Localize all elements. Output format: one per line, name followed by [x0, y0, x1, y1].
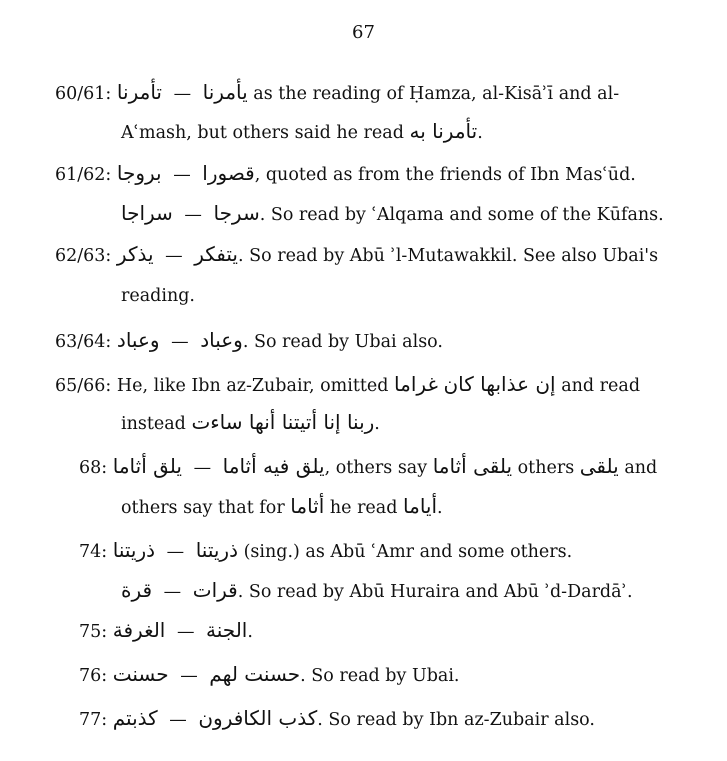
entry-76-line-1 — [79, 660, 460, 690]
entry-65-66-line-1 — [55, 370, 640, 400]
commentary-text: . So read by Ibn az-Zubair also. — [317, 710, 595, 730]
dash: — — [163, 582, 182, 602]
verse-number: 76: — [79, 666, 108, 686]
arabic-reading: يتفكر — [194, 242, 238, 266]
commentary-text: . So read by Abū ʾl-Mutawakkil. See also Ubai's — [238, 246, 659, 266]
commentary-text: , others say — [324, 458, 428, 478]
dash: — — [173, 165, 191, 185]
arabic-reading: يلقى — [579, 454, 619, 478]
commentary-text: Aʿmash, but others said he read — [121, 123, 404, 143]
verse-number: 75: — [79, 622, 108, 642]
arabic-reading: حسنت — [112, 662, 169, 686]
arabic-reading: ذريتنا — [112, 538, 156, 562]
commentary-text: he read — [329, 498, 398, 518]
dash: — — [171, 332, 189, 352]
arabic-reading: سرجا — [213, 201, 260, 225]
verse-number: 74: — [79, 542, 108, 562]
commentary-text: and read — [561, 376, 641, 396]
arabic-reading: إن عذابها كان — [443, 372, 556, 396]
dash: — — [176, 622, 195, 642]
arabic-reading: الغرفة — [112, 618, 166, 642]
arabic-reading: غراما — [394, 372, 438, 396]
arabic-reading: يلق أثاما — [112, 454, 182, 478]
arabic-reading: قرات — [192, 578, 238, 602]
dash: — — [180, 666, 198, 686]
dash: — — [165, 246, 183, 266]
dash: — — [166, 542, 185, 562]
entry-68-line-2 — [121, 492, 443, 522]
dash: — — [173, 84, 192, 104]
arabic-reading: ذريتنا — [195, 538, 238, 562]
commentary-text: (sing.) as Abū ʿAmr and some others. — [243, 542, 573, 562]
entry-63-64-line-1 — [55, 326, 443, 356]
arabic-reading: تأمرنا — [116, 80, 162, 104]
arabic-reading: وعباد — [116, 328, 160, 352]
arabic-reading: يلق فيه أثاما — [222, 454, 325, 478]
commentary-text: others say that for — [121, 498, 285, 518]
entry-60-61-line-1 — [55, 78, 619, 108]
entry-65-66-line-2 — [121, 408, 380, 438]
entry-62-63-line-1 — [55, 240, 658, 270]
commentary-text: , quoted as from the friends of Ibn Masʿūd. — [254, 165, 636, 185]
page-number: 67 — [352, 22, 375, 43]
entry-60-61-line-2 — [121, 117, 483, 147]
arabic-reading: أياما — [403, 494, 438, 518]
arabic-reading: قصورا — [202, 161, 255, 185]
entry-74-line-1 — [79, 536, 572, 566]
verse-number: 68: — [79, 458, 108, 478]
verse-number: 62/63: — [55, 246, 112, 266]
arabic-reading: كذب الكافرون — [198, 706, 318, 730]
verse-number: 65/66: — [55, 376, 112, 396]
arabic-reading: كذبتم — [112, 706, 158, 730]
arabic-reading: يذكر — [116, 242, 154, 266]
entry-77-line-1 — [79, 704, 595, 734]
commentary-text: . So read by Abū Huraira and Abū ʾd-Dardāʾ. — [237, 582, 633, 602]
entry-75-line-1 — [79, 616, 253, 646]
arabic-reading: أثاما — [290, 494, 325, 518]
arabic-reading: سراجا — [121, 201, 173, 225]
arabic-reading: بروجا — [116, 161, 162, 185]
punctuation: . — [437, 498, 443, 518]
arabic-reading: وعباد — [200, 328, 243, 352]
commentary-text: and — [624, 458, 658, 478]
punctuation: . — [374, 414, 380, 434]
commentary-text: . So read by Ubai also. — [242, 332, 443, 352]
entry-61-62-line-2 — [121, 199, 664, 229]
commentary-text: as the reading of Ḥamza, al-Kisāʾī and al- — [253, 84, 620, 104]
verse-number: 63/64: — [55, 332, 112, 352]
commentary-text: instead — [121, 414, 186, 434]
entry-74-line-2 — [121, 576, 633, 606]
punctuation: . — [477, 123, 483, 143]
commentary-text: others — [517, 458, 575, 478]
entry-61-62-line-1 — [55, 159, 636, 189]
arabic-reading: يلقى أثاما — [432, 454, 513, 478]
arabic-reading: حسنت لهم — [209, 662, 301, 686]
commentary-text: . So read by Ubai. — [300, 666, 460, 686]
punctuation: . — [247, 622, 253, 642]
dash: — — [169, 710, 187, 730]
dash: — — [184, 205, 202, 225]
arabic-reading: الجنة — [206, 618, 248, 642]
entry-62-63-line-2 — [121, 282, 195, 310]
arabic-reading: يأمرنا — [202, 80, 248, 104]
entry-68-line-1 — [79, 452, 657, 482]
verse-number: 60/61: — [55, 84, 112, 104]
dash: — — [193, 458, 212, 478]
commentary-text: He, like Ibn az-Zubair, omitted — [116, 376, 389, 396]
arabic-reading: تأمرنا به — [409, 119, 478, 143]
verse-number: 77: — [79, 710, 108, 730]
arabic-reading: قرة — [121, 578, 153, 602]
commentary-text: . So read by ʿAlqama and some of the Kūfans. — [259, 205, 664, 225]
arabic-reading: ربنا إنا أتيتنا أنها ساءت — [191, 410, 375, 434]
verse-number: 61/62: — [55, 165, 112, 185]
commentary-text: reading. — [121, 286, 195, 306]
